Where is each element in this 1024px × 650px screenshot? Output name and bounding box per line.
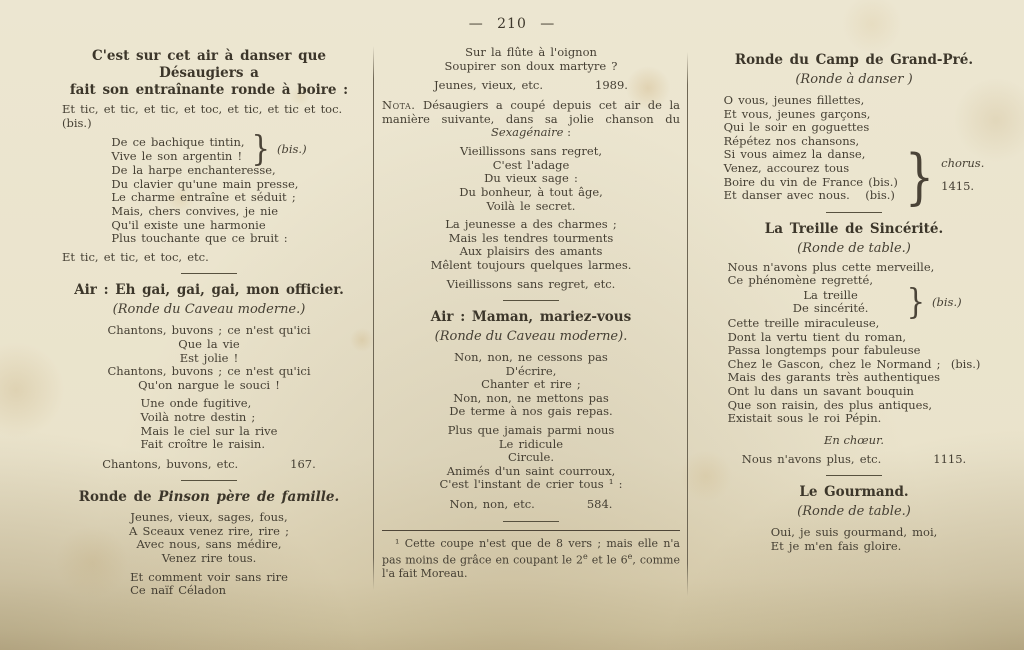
brace-lines — [111, 136, 244, 163]
verse-line: Chanter et rire ; — [481, 377, 581, 392]
verse-line: Du clavier qu'une main presse, — [111, 176, 299, 191]
chorus-cue: En chœur. — [824, 432, 884, 447]
song-subtitle: (Ronde de table.) — [797, 240, 911, 256]
refrain-line: Jeunes, vieux, etc. — [434, 78, 544, 93]
verse-line: Existait sous le roi Pépin. — [727, 411, 882, 426]
verse-line: Le ridicule — [498, 436, 564, 451]
brace-group — [762, 281, 981, 322]
section-rule — [181, 480, 237, 481]
song-subtitle: (Ronde à danser ) — [795, 72, 913, 87]
verse-line: Plus que jamais parmi nous — [447, 423, 615, 438]
section-rule — [826, 475, 882, 476]
refrain-number-row — [62, 458, 356, 472]
tune-number: 167. — [290, 456, 316, 471]
footnote-text: , comme l'a fait Moreau. — [382, 553, 680, 580]
song-title: Le Gourmand. — [799, 484, 909, 501]
column-divider-left — [373, 46, 374, 590]
heading-line: C'est sur cet air à danser que Désaugiers a — [92, 48, 326, 81]
tune-number: 1415. — [941, 179, 975, 194]
verse-line: Aux plaisirs des amants — [459, 244, 603, 259]
verse-line: Non, non, ne mettons pas — [453, 390, 609, 405]
verse-line: Nous n'avons plus cette merveille, — [727, 259, 935, 274]
brace-lines — [762, 289, 900, 316]
verse-line: Mais le ciel sur la rive — [140, 423, 278, 438]
verse-line: Soupirer son doux martyre ? — [444, 58, 618, 73]
verse-line: De la harpe enchanteresse, — [111, 163, 276, 178]
verse-line: Ce phénomène regretté, — [727, 273, 873, 288]
song-subtitle: (Ronde de table.) — [797, 504, 911, 520]
verse-line: Chantons, buvons ; ce n'est qu'ici — [107, 323, 311, 338]
air-heading: Air : Eh gai, gai, gai, mon officier. — [74, 282, 344, 299]
stanza-lines — [728, 261, 981, 288]
verse-line: Que son raisin, des plus antiques, — [727, 397, 933, 412]
brace-lines — [724, 148, 898, 202]
refrain-number-row — [382, 79, 680, 93]
verse-line: Est jolie ! — [179, 350, 239, 365]
refrain-line: Et tic, et tic, et toc, etc. — [62, 249, 209, 264]
footnote-text: et le 6 — [587, 553, 628, 567]
stanza — [382, 46, 680, 73]
stanza-with-brace — [111, 129, 307, 246]
verse-line: Non, non, ne cessons pas — [454, 350, 608, 365]
verse-line: De terme à nos gais repas. — [449, 404, 613, 419]
verse-line: Circule. — [508, 450, 554, 465]
section-rule — [503, 300, 559, 301]
page-number: — 210 — — [468, 16, 556, 32]
bis-label: (bis.) — [932, 294, 962, 309]
song-subtitle: (Ronde du Caveau moderne.) — [112, 302, 306, 318]
song-title: Ronde du Camp de Grand-Pré. — [734, 52, 974, 68]
column-center — [382, 46, 680, 580]
title-prefix: Ronde de — [78, 489, 159, 506]
verse-line: Animés d'un saint courroux, — [446, 463, 616, 478]
refrain-line: Non, non, etc. — [449, 497, 535, 512]
verse-line: Passa longtemps pour fabuleuse — [727, 343, 921, 358]
verse-line: La jeunesse a des charmes ; — [445, 217, 617, 232]
verse-line: Chantons, buvons ; ce n'est qu'ici — [107, 364, 311, 379]
verse-line: D'écrire, — [505, 363, 557, 378]
verse-line: Mais les tendres tourments — [448, 230, 614, 245]
nota-text: Désaugiers a coupé depuis cet air de la manière suivante, dans sa jolie chanson du — [382, 97, 680, 126]
footnote-rule — [382, 530, 680, 531]
verse-line: Jeunes, vieux, sages, fous, — [130, 510, 288, 525]
column-left — [62, 46, 356, 603]
nota-label: Nota. — [382, 97, 416, 112]
stanza — [141, 397, 278, 451]
verse-line: Du vieux sage : — [484, 171, 578, 186]
tune-number: 1989. — [595, 78, 628, 93]
refrain-line: Et tic, et tic, et tic, et toc, et tic, et tic et toc. (bis.) — [62, 102, 343, 130]
verse-line: Ce naïf Céladon — [130, 583, 227, 598]
stanza — [62, 511, 356, 565]
air-heading: Air : Maman, mariez-vous — [430, 309, 632, 326]
verse-line: Le charme entraîne et séduit ; — [111, 190, 296, 205]
stanza-with-brace — [728, 261, 981, 426]
footnote-superscript: e — [627, 551, 633, 561]
verse-line: De ce bachique tintin, — [111, 135, 245, 150]
verse-line: Si vous aimez la danse, — [723, 147, 866, 162]
refrain-line: Chantons, buvons, etc. — [102, 456, 239, 471]
verse-line: Mais, chers convives, je nie — [111, 203, 279, 218]
stanza-lines — [728, 317, 981, 426]
verse-line: Que la vie — [178, 336, 240, 351]
heading-line: fait son entraînante ronde à boire : — [69, 82, 349, 98]
verse-line: Une onde fugitive, — [140, 396, 252, 411]
section-rule — [503, 521, 559, 522]
verse-line: Du bonheur, à tout âge, — [459, 184, 603, 199]
verse-line: Mêlent toujours quelques larmes. — [430, 257, 632, 272]
stanza — [382, 218, 680, 272]
verse-line: Et comment voir sans rire — [130, 569, 288, 584]
verse-line: Répétez nos chansons, — [723, 133, 860, 148]
song-title: La Treille de Sincérité. — [764, 220, 944, 237]
bis-label: (bis.) — [277, 141, 307, 156]
stanza — [62, 324, 356, 392]
verse-line: Venez, accourez tous — [723, 160, 850, 175]
tune-number: 584. — [586, 497, 613, 512]
column-right — [698, 50, 1010, 558]
verse-line: Vive le son argentin ! — [111, 148, 243, 163]
verse-line: Sur la flûte à l'oignon — [465, 45, 597, 59]
verse-line: O vous, jeunes fillettes, — [723, 93, 865, 107]
verse-line: Oui, je suis gourmand, moi, — [770, 525, 938, 540]
verse-line: Qu'on nargue le souci ! — [138, 377, 280, 392]
verse-line: C'est l'instant de crier tous ¹ : — [439, 477, 623, 492]
brace-glyph: } — [906, 281, 926, 322]
verse-line: Fait croître le raisin. — [140, 437, 265, 452]
brace-glyph: } — [251, 129, 270, 170]
verse-line: Et danser avec nous. (bis.) — [723, 188, 895, 203]
verse-line: De sincérité. — [792, 301, 869, 316]
verse-line: Ont lu dans un savant bouquin — [727, 383, 914, 398]
stanza — [130, 571, 288, 598]
refrain-line: Vieillissons sans regret, etc. — [446, 276, 616, 291]
verse-line: Venez rire tous. — [161, 551, 257, 566]
verse-line: Chez le Gascon, chez le Normand ; (bis.) — [727, 356, 981, 371]
verse-line: Et vous, jeunes garçons, — [723, 106, 871, 121]
verse-line: A Sceaux venez rire, rire ; — [128, 523, 289, 538]
verse-line: Vieillissons sans regret, — [460, 144, 602, 159]
tune-number: 1115. — [933, 451, 967, 466]
stanza-lines — [724, 94, 985, 148]
stanza — [771, 526, 938, 553]
verse-line: Boire du vin de France (bis.) — [723, 174, 898, 189]
section-rule — [181, 273, 237, 274]
title-italic: Pinson père de famille. — [158, 489, 340, 506]
verse-line: Avec nous, sans médire, — [136, 537, 282, 552]
verse-line: Plus touchante que ce bruit : — [111, 231, 288, 246]
verse-line: La treille — [803, 287, 858, 302]
refrain-line: Nous n'avons plus, etc. — [741, 451, 882, 466]
verse-line: Mais des garants très authentiques — [727, 370, 941, 385]
footnote-text: ¹ Cette coupe n'est que de 8 vers ; mais elle n'a pas moins de grâce en coupant le 2 — [382, 536, 680, 567]
nota-paragraph — [382, 99, 680, 140]
stanza — [382, 351, 680, 419]
song-intro-heading — [62, 48, 356, 99]
verse-line: Cette treille miraculeuse, — [727, 315, 880, 330]
nota-italic-title: Sexagénaire — [491, 125, 564, 140]
chorus-annotation — [941, 157, 984, 193]
verse-line: C'est l'adage — [492, 157, 570, 172]
song-subtitle: (Ronde du Caveau moderne). — [434, 329, 628, 345]
section-rule — [826, 212, 882, 213]
stanza — [382, 145, 680, 213]
refrain-number-row — [698, 453, 1010, 467]
verse-line: Et je m'en fais gloire. — [770, 538, 902, 553]
chorus-label: chorus. — [941, 156, 985, 171]
verse-line: Voilà le secret. — [486, 198, 576, 213]
song-title — [62, 489, 356, 506]
column-divider-right — [687, 52, 688, 596]
stanza-lines — [111, 164, 306, 246]
brace-glyph: } — [904, 140, 935, 211]
verse-line: Dont la vertu tient du roman, — [727, 329, 907, 344]
stanza — [382, 424, 680, 492]
verse-line: Voilà notre destin ; — [140, 409, 256, 424]
verse-line: Qui le soir en goguettes — [723, 120, 870, 135]
footnote-superscript: e — [583, 551, 588, 561]
refrain-number-row — [382, 498, 680, 512]
stanza-with-brace — [723, 93, 985, 211]
nota-text: : — [563, 125, 571, 140]
brace-group — [111, 129, 307, 170]
verse-line: Qu'il existe une harmonie — [111, 217, 266, 232]
footnote — [382, 537, 680, 580]
